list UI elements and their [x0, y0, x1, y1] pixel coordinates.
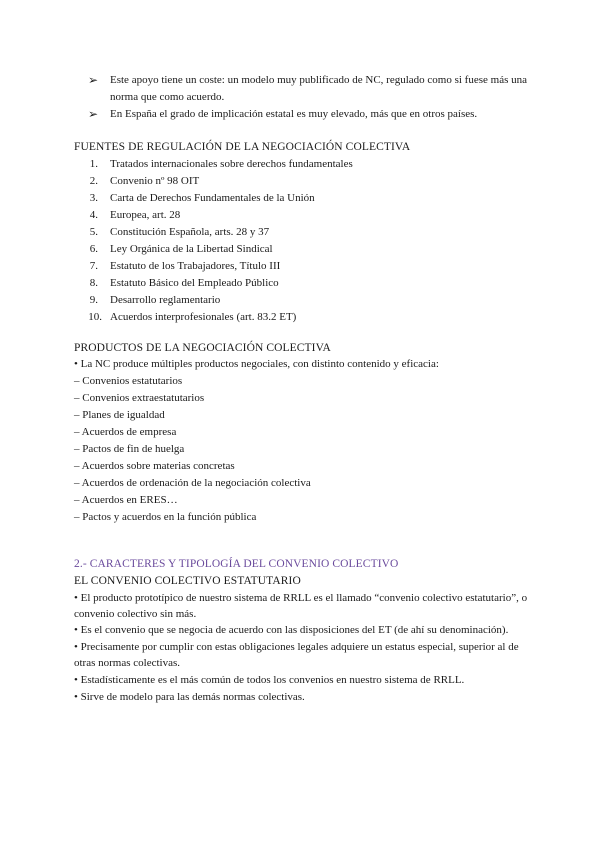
intro-bullet-1-line2: norma que como acuerdo. — [110, 91, 225, 103]
list-item-number: 1. — [89, 158, 98, 170]
list-item-text: Estatuto de los Trabajadores, Título III — [110, 260, 281, 272]
section-2-title: 2.- CARACTERES Y TIPOLOGÍA DEL CONVENIO COLECTIVO — [74, 558, 399, 570]
list-item-text: Estatuto Básico del Empleado Público — [110, 277, 279, 289]
paragraph-line: • El producto prototípico de nuestro sistema de RRLL es el llamado “convenio colectivo estatutario”, o — [74, 592, 528, 604]
list-item-text: Europea, art. 28 — [110, 209, 181, 221]
list-item: – Acuerdos en ERES… — [74, 494, 178, 506]
list-item-text: Tratados internacionales sobre derechos fundamentales — [110, 158, 353, 170]
list-item-number: 9. — [89, 294, 98, 306]
list-item: – Convenios extraestatutarios — [74, 392, 205, 404]
list-item-number: 7. — [89, 260, 98, 272]
fuentes-heading: FUENTES DE REGULACIÓN DE LA NEGOCIACIÓN COLECTIVA — [74, 141, 411, 153]
list-item-text: Ley Orgánica de la Libertad Sindical — [110, 243, 273, 255]
list-item-number: 5. — [89, 226, 98, 238]
list-item: – Convenios estatutarios — [74, 375, 183, 387]
productos-heading: PRODUCTOS DE LA NEGOCIACIÓN COLECTIVA — [74, 342, 331, 354]
list-item-text: Carta de Derechos Fundamentales de la Unión — [110, 192, 315, 204]
list-item: • La NC produce múltiples productos negociales, con distinto contenido y eficacia: — [74, 358, 439, 370]
section-2-subheading: EL CONVENIO COLECTIVO ESTATUTARIO — [74, 575, 301, 587]
list-item: – Acuerdos sobre materias concretas — [74, 460, 235, 472]
list-item: – Acuerdos de ordenación de la negociación colectiva — [74, 477, 311, 489]
paragraph-line: • Es el convenio que se negocia de acuerdo con las disposiciones del ET (de ahí su denominación). — [74, 624, 509, 636]
list-item: – Pactos y acuerdos en la función pública — [74, 511, 257, 523]
paragraph-line: • Sirve de modelo para las demás normas colectivas. — [74, 691, 305, 703]
list-item-number: 10. — [88, 311, 102, 323]
list-item: – Pactos de fin de huelga — [74, 443, 185, 455]
paragraph-line: • Precisamente por cumplir con estas obligaciones legales adquiere un estatus especial, superior al de — [74, 641, 519, 653]
list-item-text: Convenio nº 98 OIT — [110, 175, 200, 187]
list-item-text: Constitución Española, arts. 28 y 37 — [110, 226, 270, 238]
arrow-bullet-icon: ➢ — [88, 107, 99, 121]
list-item-number: 4. — [89, 209, 98, 221]
intro-bullet-2: En España el grado de implicación estatal es muy elevado, más que en otros países. — [110, 108, 478, 120]
list-item: – Planes de igualdad — [74, 409, 165, 421]
list-item-number: 2. — [89, 175, 98, 187]
list-item-text: Acuerdos interprofesionales (art. 83.2 ET) — [110, 311, 297, 323]
paragraph-line: • Estadísticamente es el más común de todos los convenios en nuestro sistema de RRLL. — [74, 674, 465, 686]
list-item-number: 8. — [89, 277, 98, 289]
arrow-bullet-icon: ➢ — [88, 73, 99, 87]
paragraph-line: otras normas colectivas. — [74, 657, 180, 669]
list-item: – Acuerdos de empresa — [74, 426, 177, 438]
intro-bullet-1-line1: Este apoyo tiene un coste: un modelo muy publificado de NC, regulado como si fuese más una — [110, 74, 527, 86]
list-item-text: Desarrollo reglamentario — [110, 294, 221, 306]
list-item-number: 3. — [89, 192, 98, 204]
list-item-number: 6. — [89, 243, 98, 255]
paragraph-line: convenio colectivo sin más. — [74, 608, 197, 620]
